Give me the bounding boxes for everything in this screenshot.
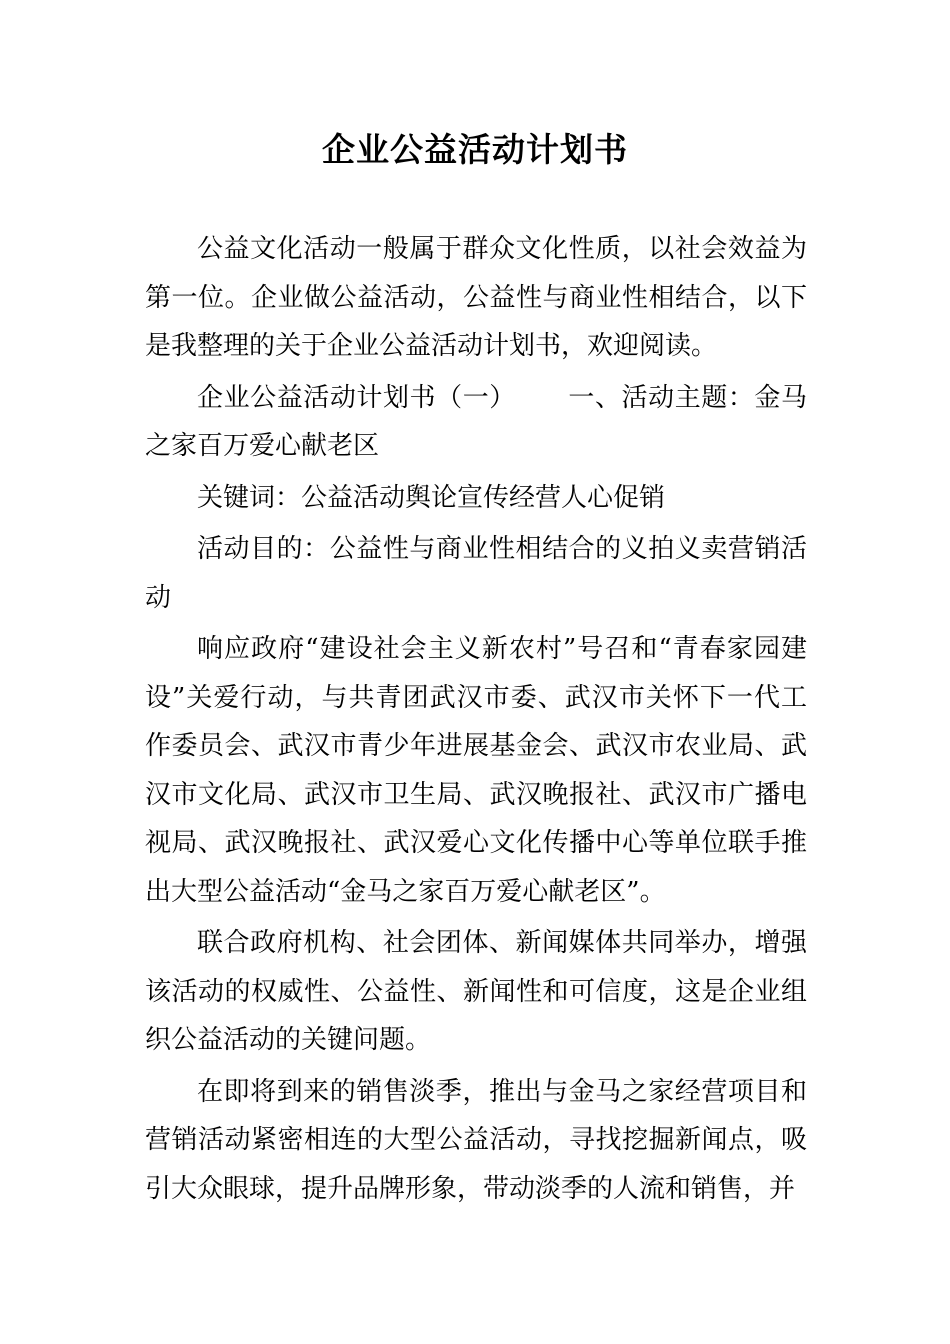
paragraph-response: 响应政府“建设社会主义新农村”号召和“青春家园建设”关爱行动，与共青团武汉市委、武汉市关怀下一代工作委员会、武汉市青少年进展基金会、武汉市农业局、武汉市文化局、武汉市卫生局、武汉晚报社、武汉市广播电视局、武汉晚报社、武汉爱心文化传播中心等单位联手推出大型公益活动“金马之家百万爱心献老区”。 — [145, 634, 807, 907]
paragraph-keywords: 关键词：公益活动舆论宣传经营人心促销 — [197, 482, 666, 513]
activity-theme: 一、活动主题：金马之家百万爱心献老区 — [145, 382, 807, 461]
paragraph-off-season: 在即将到来的销售淡季，推出与金马之家经营项目和营销活动紧密相连的大型公益活动，寻找挖掘新闻点，吸引大众眼球，提升品牌形象，带动淡季的人流和销售，并 — [145, 1076, 807, 1204]
paragraph-joint-organizers: 联合政府机构、社会团体、新闻媒体共同举办，增强该活动的权威性、公益性、新闻性和可信度，这是企业组织公益活动的关键问题。 — [145, 928, 807, 1055]
document-body — [145, 225, 807, 1216]
paragraph-section-heading — [145, 374, 807, 471]
paragraph-purpose: 活动目的：公益性与商业性相结合的义拍义卖营销活动 — [145, 534, 807, 613]
section-title: 企业公益活动计划书（一） — [197, 382, 516, 413]
paragraph-intro: 公益文化活动一般属于群众文化性质，以社会效益为第一位。企业做公益活动，公益性与商业性相结合，以下是我整理的关于企业公益活动计划书，欢迎阅读。 — [145, 234, 807, 361]
document-title: 企业公益活动计划书 — [322, 130, 628, 169]
